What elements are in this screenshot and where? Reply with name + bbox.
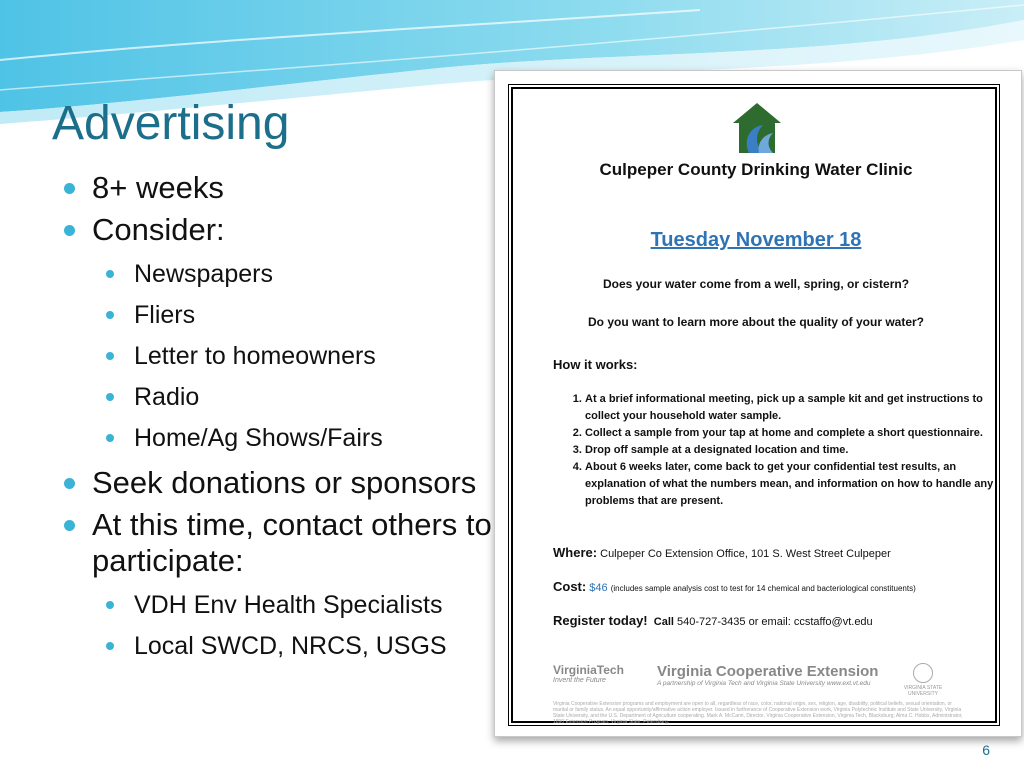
where-value: Culpeper Co Extension Office, 101 S. West Street Culpeper (600, 548, 891, 560)
bullet-text: At this time, contact others to participate: (92, 507, 492, 578)
flyer-title: Culpeper County Drinking Water Clinic (599, 160, 913, 179)
flyer-where (553, 545, 891, 560)
flyer-steps (553, 391, 1005, 510)
house-water-logo-icon (729, 101, 785, 157)
register-label: Register today! (553, 613, 648, 628)
bullet-item (62, 507, 502, 667)
flyer-question-1: Does your water come from a well, spring, or cistern? (602, 277, 910, 291)
vce-logo (657, 663, 878, 687)
sub-bullet-list (104, 585, 502, 667)
flyer-how-heading: How it works: (553, 357, 638, 372)
vce-name: Virginia Cooperative Extension (657, 663, 879, 680)
bullet-text: 8+ weeks (92, 170, 224, 205)
sub-bullet-item: Radio (104, 377, 502, 418)
flyer-document (511, 87, 997, 723)
flyer-cost (553, 579, 916, 594)
sub-bullet-list (104, 254, 502, 459)
call-label: Call (653, 616, 674, 628)
flyer-image (494, 70, 1022, 737)
flyer-step: 2. Collect a sample from your tap at home and complete a short questionnaire. (585, 425, 1005, 442)
vce-tagline: A partnership of Virginia Tech and Virginia State University www.ext.vt.edu (657, 680, 871, 687)
page-number: 6 (982, 742, 990, 758)
bullet-item (62, 465, 502, 501)
cost-note: (includes sample analysis cost to test for 14 chemical and bacteriological constituents) (610, 584, 916, 593)
cost-label: Cost: (553, 579, 587, 594)
bullet-text: Seek donations or sponsors (92, 465, 477, 500)
where-label: Where: (553, 545, 598, 560)
flyer-footer-logos (553, 663, 963, 697)
email-text: or email: ccstaffo@vt.edu (748, 616, 873, 628)
sub-bullet-item: Local SWCD, NRCS, USGS (104, 626, 502, 667)
bullet-item (62, 170, 502, 206)
sub-bullet-item: Home/Ag Shows/Fairs (104, 418, 502, 459)
bullet-list (62, 170, 502, 673)
flyer-step: 3. Drop off sample at a designated location and time. (585, 442, 1005, 459)
sub-bullet-item: Newspapers (104, 254, 502, 295)
vsu-text: VIRGINIA STATE UNIVERSITY (903, 685, 943, 697)
bullet-item (62, 212, 502, 459)
flyer-fine-print: Virginia Cooperative Extension programs and employment are open to all, regardless of race, color, national origin, sex, religion, age, disability, political beliefs, sexual orientation, or marital or family status. An equal opportunity/affirmative action employer. Issued in furtherance of Cooperative Extension work, Virginia Polytechnic Institute and State University, Virginia State University, and the U.S. Department of Agriculture cooperating. Mark A. McCann, Director, Virginia Cooperative Extension, Virginia Tech, Blacksburg; Alma C. Hobbs, Administrator, 1890 Extension Program, Virginia State, Petersburg. (553, 701, 963, 725)
bullet-text: Consider: (92, 212, 225, 247)
flyer-date: Tuesday November 18 (650, 229, 862, 251)
sub-bullet-item: VDH Env Health Specialists (104, 585, 502, 626)
vt-logo-text: VirginiaTech (553, 663, 624, 677)
flyer-question-2: Do you want to learn more about the quality of your water? (587, 315, 925, 329)
phone-number: 540-727-3435 (677, 616, 746, 628)
flyer-register (553, 613, 873, 628)
cost-value: $46 (589, 582, 608, 594)
vsu-seal-icon (913, 663, 933, 683)
slide-title: Advertising (52, 97, 290, 150)
sub-bullet-item: Letter to homeowners (104, 336, 502, 377)
flyer-step: 4. About 6 weeks later, come back to get your confidential test results, an explanation of what the numbers mean, and information on how to handle any problems that are present. (585, 459, 1005, 510)
flyer-step: 1. At a brief informational meeting, pick up a sample kit and get instructions to collect your household water sample. (585, 391, 1005, 425)
vt-tagline: Invent the Future (553, 677, 606, 684)
virginia-tech-logo (553, 663, 624, 684)
vsu-logo (893, 663, 953, 697)
sub-bullet-item: Fliers (104, 295, 502, 336)
